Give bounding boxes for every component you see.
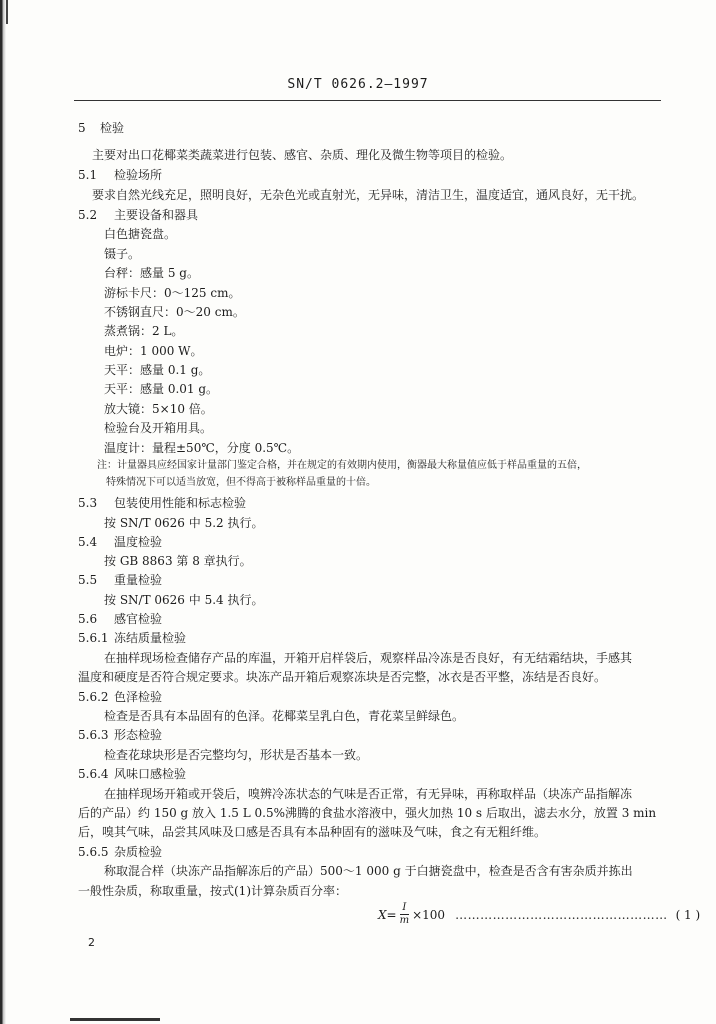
impurity-formula [378, 903, 700, 926]
section-5-6-1-body-line-1: 在抽样现场检查储存产品的库温，开箱开启样袋后，观察样品冷冻是否良好，有无结霜结块，手感其 [104, 651, 633, 665]
section-5-6-2-heading: 5.6.2 色泽检验 [78, 690, 163, 704]
formula-lhs: X [378, 907, 387, 922]
bottom-scan-mark [70, 1018, 160, 1021]
section-5-6-4-body-line-1: 在抽样现场开箱或开袋后，嗅辨冷冻状态的气味是否正常，有无异味，再称取样品（块冻产品指解冻 [104, 787, 633, 801]
section-5-6-4-heading: 5.6.4 风味口感检验 [78, 767, 187, 781]
section-5-6-3-body: 检查花球块形是否完整均匀，形状是否基本一致。 [104, 748, 369, 762]
section-5-3-body: 按 SN/T 0626 中 5.2 执行。 [104, 516, 264, 530]
section-5-6-5-body-line-2: 一般性杂质，称取重量，按式(1)计算杂质百分率： [78, 884, 347, 898]
section-5-intro: 主要对出口花椰菜类蔬菜进行包装、感官、杂质、理化及微生物等项目的检验。 [92, 148, 513, 162]
section-5-6-2-body: 检查是否具有本品固有的色泽。花椰菜呈乳白色，青花菜呈鲜绿色。 [104, 709, 465, 723]
formula-equals: = [386, 907, 397, 922]
formula-fraction [400, 903, 409, 926]
section-5-6-3-heading: 5.6.3 形态检验 [78, 728, 163, 742]
page-number: 2 [88, 936, 95, 949]
equipment-item: 检验台及开箱用具。 [104, 421, 213, 435]
equipment-item: 天平：感量 0.01 g。 [104, 382, 219, 396]
section-5-4-body: 按 GB 8863 第 8 章执行。 [104, 554, 252, 568]
equipment-item: 放大镜：5×10 倍。 [104, 402, 213, 416]
section-5-5-heading: 5.5 重量检验 [78, 573, 163, 587]
section-5-6-1-body-line-2: 温度和硬度是否符合规定要求。块冻产品开箱后观察冻块是否完整，冰衣是否平整，冻结是否良好。 [78, 670, 607, 684]
scan-corner-mark [6, 0, 18, 24]
section-5-heading: 5 检验 [78, 121, 125, 135]
section-5-2-heading: 5.2 主要设备和器具 [78, 208, 199, 222]
section-5-6-5-heading: 5.6.5 杂质检验 [78, 845, 163, 859]
formula-leader-dots: …………………………………………… [455, 907, 668, 922]
section-5-5-body: 按 SN/T 0626 中 5.4 执行。 [104, 593, 264, 607]
section-5-1-heading: 5.1 检验场所 [78, 168, 163, 182]
section-5-6-5-body-line-1: 称取混合样（块冻产品指解冻后的产品）500～1 000 g 于白搪瓷盘中，检查是否含有害杂质并拣出 [104, 864, 633, 878]
section-5-1-body: 要求自然光线充足，照明良好，无杂色光或直射光，无异味，清洁卫生，温度适宜，通风良好，无干扰。 [92, 188, 645, 202]
equipment-item: 天平：感量 0.1 g。 [104, 363, 211, 377]
formula-numerator: I [402, 902, 407, 913]
equipment-item: 白色搪瓷盘。 [104, 227, 177, 241]
standard-code-header: SN/T 0626.2—1997 [287, 77, 429, 92]
formula-denominator: m [399, 915, 410, 926]
equipment-item: 不锈钢直尺：0～20 cm。 [104, 305, 245, 319]
section-5-6-heading: 5.6 感官检验 [78, 612, 163, 626]
formula-rhs: ×100 [412, 907, 446, 922]
scan-edge [0, 0, 6, 1024]
equipment-note-line-1: 注：计量器具应经国家计量部门鉴定合格，并在规定的有效期内使用，衡器最大称量值应低于样品重量的五倍， [97, 460, 587, 471]
equipment-note-line-2: 特殊情况下可以适当放宽，但不得高于被称样品重量的十倍。 [106, 477, 376, 488]
section-5-4-heading: 5.4 温度检验 [78, 535, 163, 549]
section-5-6-4-body-line-2: 后的产品）约 150 g 放入 1.5 L 0.5%沸腾的食盐水溶液中，强火加热 10 s 后取出，滤去水分，放置 3 min [78, 806, 657, 820]
section-5-6-4-body-line-3: 后，嗅其气味，品尝其风味及口感是否具有本品种固有的滋味及气味，食之有无粗纤维。 [78, 825, 547, 839]
equipment-item: 游标卡尺：0～125 cm。 [104, 286, 241, 300]
equipment-item: 台秤：感量 5 g。 [104, 266, 199, 280]
section-5-6-1-heading: 5.6.1 冻结质量检验 [78, 631, 187, 645]
section-5-3-heading: 5.3 包装使用性能和标志检验 [78, 496, 247, 510]
equipment-item: 蒸煮锅：2 L。 [104, 324, 184, 338]
equipment-item: 镊子。 [104, 247, 141, 261]
formula-equation-number: ( 1 ) [675, 907, 701, 922]
header-rule [74, 100, 661, 101]
equipment-item: 电炉：1 000 W。 [104, 344, 203, 358]
equipment-item: 温度计：量程±50℃，分度 0.5℃。 [104, 441, 300, 455]
